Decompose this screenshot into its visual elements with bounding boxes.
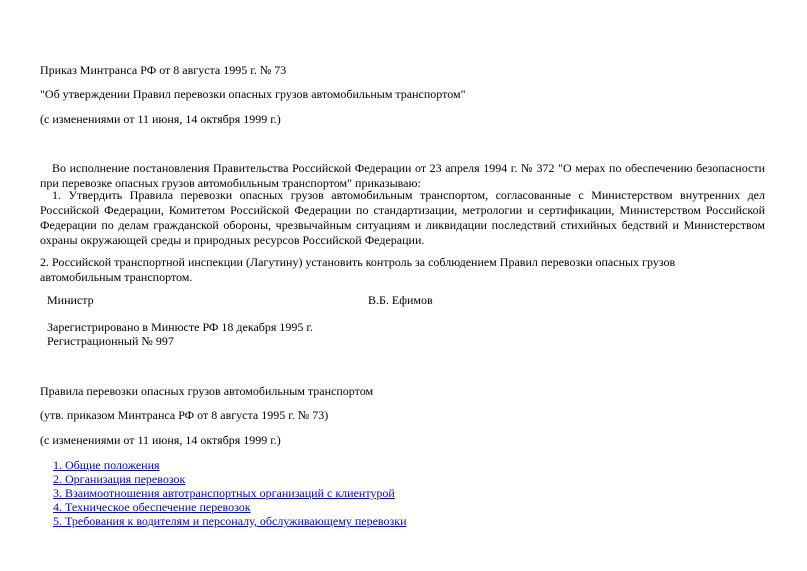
toc-link-client-relations[interactable]: 3. Взаимоотношения автотранспортных организаций с клиентурой — [53, 486, 395, 500]
rules-approved: (утв. приказом Минтранса РФ от 8 августа 1995 г. № 73) — [40, 408, 329, 422]
toc-item — [53, 486, 407, 500]
registration-date: Зарегистрировано в Минюсте РФ 18 декабря 1995 г. — [47, 320, 313, 334]
toc-link-general-provisions[interactable]: 1. Общие положения — [53, 458, 160, 472]
order-amendments: (с изменениями от 11 июня, 14 октября 1999 г.) — [40, 112, 281, 126]
table-of-contents — [53, 458, 407, 528]
signature-position: Министр — [47, 293, 94, 307]
rules-title: Правила перевозки опасных грузов автомобильным транспортом — [40, 384, 374, 398]
toc-item — [53, 500, 407, 514]
rules-amendments: (с изменениями от 11 июня, 14 октября 1999 г.) — [40, 433, 281, 447]
toc-item — [53, 514, 407, 528]
registration-number: Регистрационный № 997 — [47, 334, 174, 348]
order-subject: "Об утверждении Правил перевозки опасных грузов автомобильным транспортом" — [40, 87, 466, 101]
order-item-2: 2. Российской транспортной инспекции (Лагутину) установить контроль за соблюдением Правил перевозки опасных грузов автомобильным транспортом. — [40, 255, 676, 284]
order-item-1: 1. Утвердить Правила перевозки опасных грузов автомобильным транспортом, согласованные с Министерством внутренних дел Российской Федерации, Комитетом Российской Федерации по стандартизации, метрологии и сертификации, Министерством Российской Федерации по делам гражданской обороны, чрезвычайным ситуациям и ликвидации последствий стихийных бедствий и Министерством охраны окружающей среды и природных ресурсов Российской Федерации. — [40, 188, 765, 247]
order-title: Приказ Минтранса РФ от 8 августа 1995 г. № 73 — [40, 63, 287, 77]
toc-link-technical-support[interactable]: 4. Техническое обеспечение перевозок — [53, 500, 251, 514]
order-intro-paragraph: Во исполнение постановления Правительства Российской Федерации от 23 апреля 1994 г. № 372 "О мерах по обеспечению безопасности при перевозке опасных грузов автомобильным транспортом" приказываю: — [40, 161, 765, 190]
signature-name: В.Б. Ефимов — [368, 293, 433, 307]
toc-link-personnel-requirements[interactable]: 5. Требования к водителям и персоналу, обслуживающему перевозки — [53, 514, 407, 528]
toc-link-organization[interactable]: 2. Организация перевозок — [53, 472, 186, 486]
toc-item — [53, 472, 407, 486]
toc-item — [53, 458, 407, 472]
